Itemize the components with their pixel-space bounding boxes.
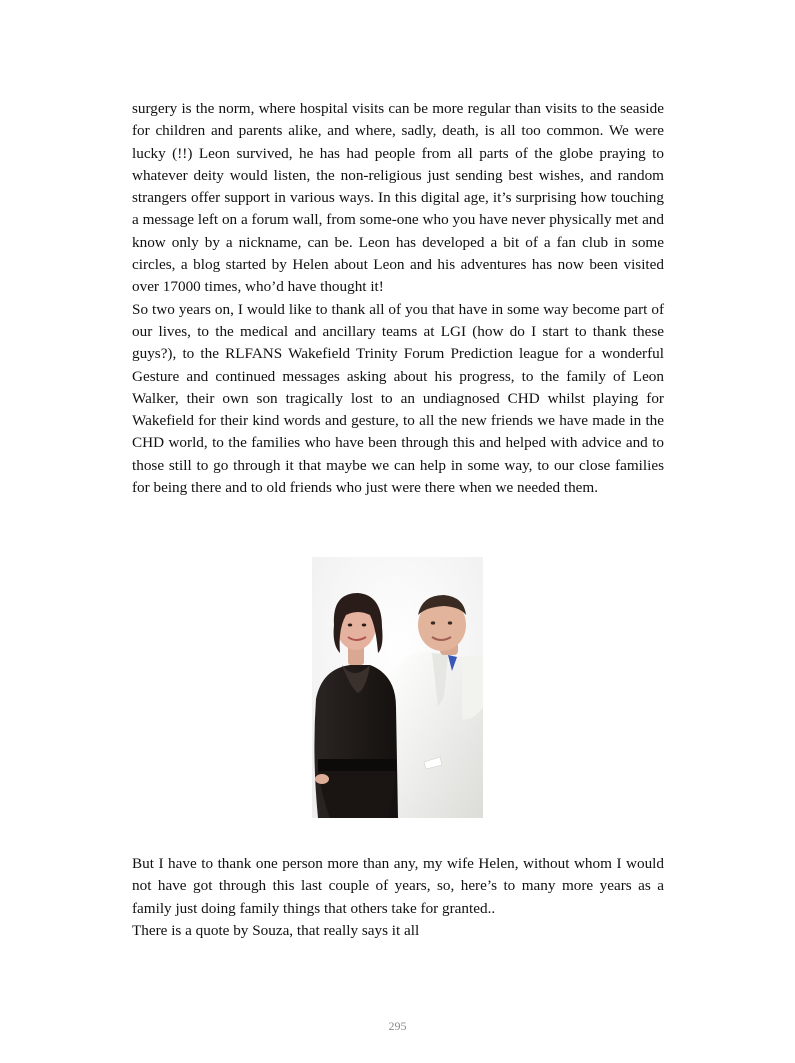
couple-photo [312,557,483,818]
paragraph-surgery: surgery is the norm, where hospital visits can be more regular than visits to the seaside for children and parents alike, and where, sadly, death, is all too common. We were lucky (!!) Leon survived, he has had people from all parts of the globe praying to whatever deity would listen, the non-religious just sending best wishes, and random strangers offer support in various ways. In this digital age, it’s surprising how touching a message left on a forum wall, from some-one who you have never physically met and know only by a nickname, can be. Leon has developed a bit of a fan club in some circles, a blog started by Helen about Leon and his adventures has now been visited over 17000 times, who’d have thought it! [132,100,664,296]
paragraph-quote-intro: There is a quote by Souza, that really says it all [132,921,420,939]
page-number: 295 [388,1019,407,1033]
paragraph-thanks: So two years on, I would like to thank all of you that have in some way become part of our lives, to the medical and ancillary teams at LGI (how do I start to thank these guys?), to the RLFANS Wakefield Trinity Forum Prediction league for a wonderful Gesture and continued messages asking about his progress, to the family of Leon Walker, their own son tragically lost to an undiagnosed CHD whilst playing for Wakefield for their kind words and gesture, to all the new friends we have made in the CHD world, to the families who have been through this and helped with advice and to those still to go through it that maybe we can help in some way, to our close families for being there and to old friends who just were there when we needed them. [132,300,664,497]
paragraph-helen: But I have to thank one person more than any, my wife Helen, without whom I would not have got through this last couple of years, so, here’s to many more years as a family just doing family things that others take for granted.. [132,855,664,917]
text-block-top [132,98,664,499]
text-block-bottom [132,853,664,942]
